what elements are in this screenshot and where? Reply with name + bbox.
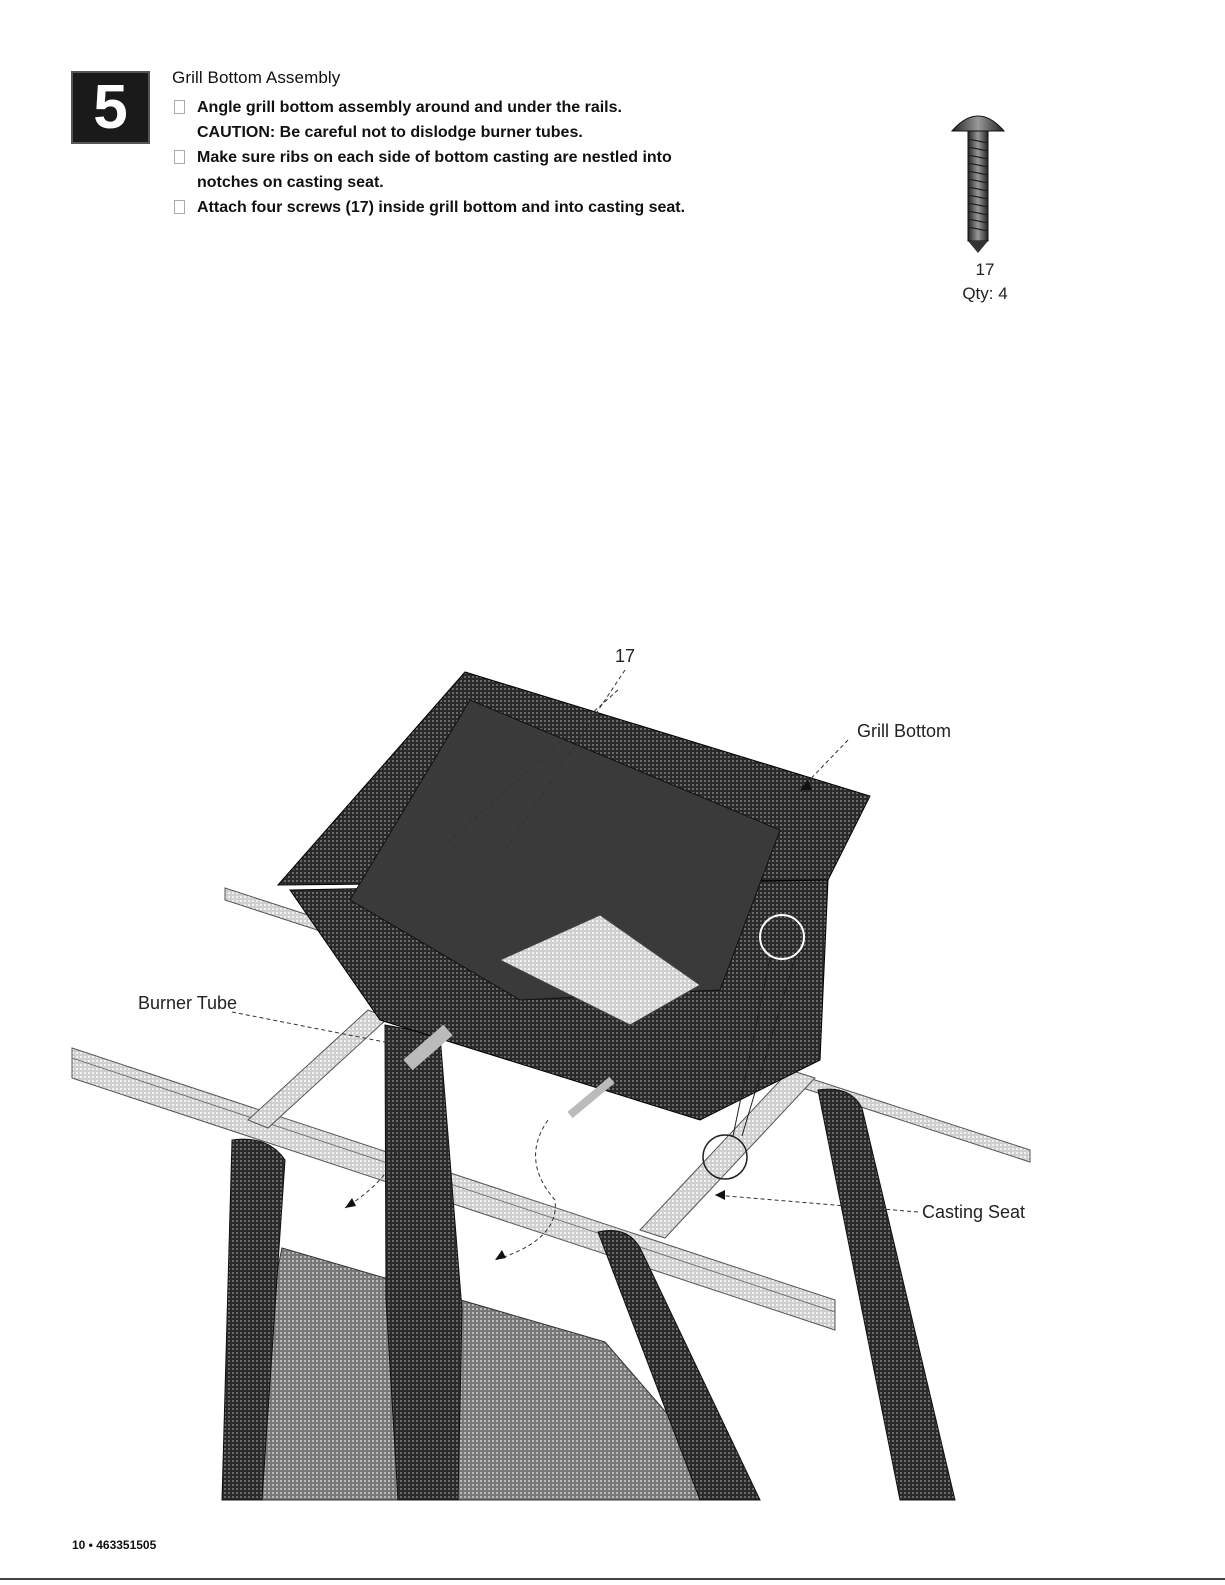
part-number: 17 — [975, 260, 995, 279]
instruction-item — [172, 95, 812, 120]
instruction-text: Make sure ribs on each side of bottom casting are nestled into — [197, 149, 672, 166]
instruction-text: Angle grill bottom assembly around and under the rails. — [197, 99, 622, 116]
instruction-item — [172, 145, 812, 170]
callout-grill-bottom: Grill Bottom — [857, 721, 952, 741]
page-bottom-rule — [0, 1578, 1225, 1580]
step-title: Grill Bottom Assembly — [172, 68, 341, 87]
right-rear-leg — [818, 1089, 955, 1500]
part-quantity: Qty: 4 — [962, 284, 1008, 303]
caution-text: CAUTION: Be careful not to dislodge burner tubes. — [197, 124, 583, 141]
casting-seat-leader — [715, 1195, 918, 1212]
step-number-badge — [71, 71, 150, 144]
callout-screw-number: 17 — [615, 646, 636, 666]
page-footer: 10 • 463351505 — [72, 1538, 157, 1552]
instruction-list — [172, 95, 812, 220]
left-side-rail — [248, 1010, 388, 1128]
part-caption — [940, 258, 1030, 306]
caution-line — [172, 120, 812, 145]
instruction-item — [172, 195, 812, 220]
instruction-text: notches on casting seat. — [197, 174, 384, 191]
instruction-continuation — [172, 170, 812, 195]
checkbox[interactable] — [174, 100, 185, 114]
callout-burner-tube: Burner Tube — [138, 993, 238, 1013]
screw-icon — [948, 105, 1008, 255]
center-leg — [385, 1025, 462, 1500]
step-number: 5 — [93, 72, 128, 142]
instruction-text: Attach four screws (17) inside grill bottom and into casting seat. — [197, 199, 686, 216]
burner-tube-path-right — [495, 1120, 555, 1260]
checkbox[interactable] — [174, 150, 185, 164]
grill-assembly-illustration — [0, 600, 1225, 1520]
checkbox[interactable] — [174, 200, 185, 214]
callout-casting-seat: Casting Seat — [922, 1202, 1026, 1222]
